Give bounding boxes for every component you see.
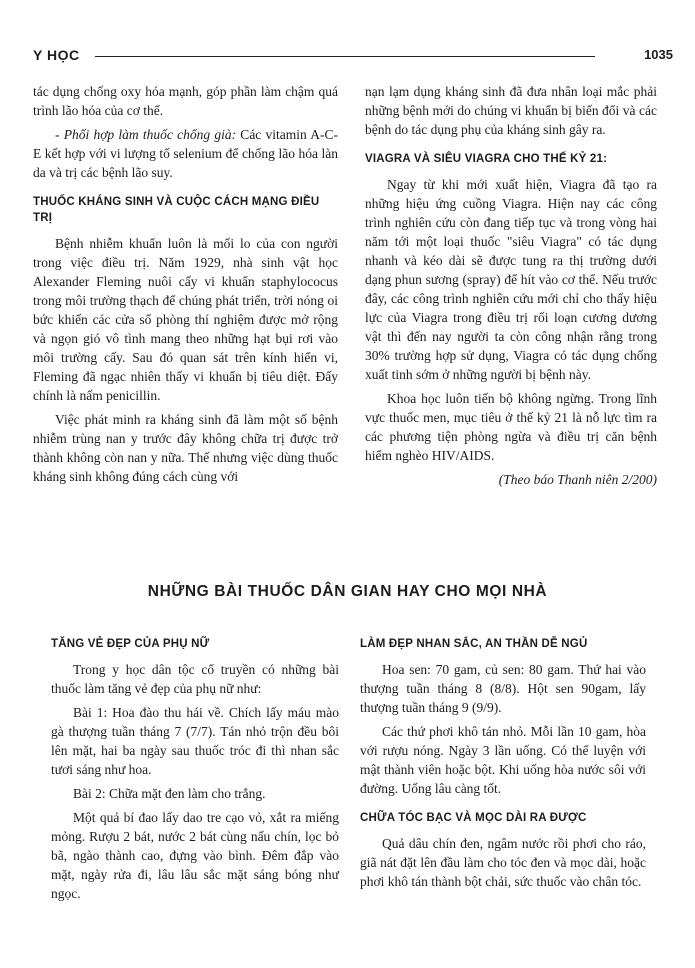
italic-lead: - Phối hợp làm thuốc chống già: bbox=[55, 127, 237, 142]
section-title: NHỮNG BÀI THUỐC DÂN GIAN HAY CHO MỌI NHÀ bbox=[147, 583, 548, 600]
right-column-bottom bbox=[360, 636, 646, 896]
paragraph-recipe-1: Bài 1: Hoa đào thu hái về. Chích lấy máu mào gà thượng tuần tháng 7 (7/7). Tán nhỏ trộn đều bôi lên mặt, hai ba ngày sau thuốc tróc đi thì nhan sắc tươi sáng như hoa. bbox=[51, 705, 339, 777]
heading-viagra: VIAGRA VÀ SIÊU VIAGRA CHO THẾ KỶ 21: bbox=[365, 153, 608, 165]
paragraph-lotus: Hoa sen: 70 gam, củ sen: 80 gam. Thứ hai vào thượng tuần tháng 8 (8/8). Hột sen 90gam, lấy thượng tuần tháng 9 (9/9). bbox=[360, 662, 646, 715]
right-column-top bbox=[365, 82, 657, 494]
left-column-top bbox=[33, 82, 338, 491]
paragraph-mulberry: Quả dâu chín đen, ngâm nước rồi phơi cho ráo, giã nát đặt lên đầu làm cho tóc đen và mọc dài, hoặc phơi khô tán thành bột chải, sức thuốc vào chân tóc. bbox=[360, 836, 646, 889]
paragraph-text: Các vitamin A-C-E kết hợp với vi lượng tố selenium để chống lão hóa làn da và trị các bệnh lão suy. bbox=[33, 127, 339, 180]
heading-gray-hair: CHỮA TÓC BẠC VÀ MỌC DÀI RA ĐƯỢC bbox=[360, 812, 587, 824]
heading-complexion-sleep: LÀM ĐẸP NHAN SẮC, AN THẦN DỄ NGỦ bbox=[360, 638, 588, 650]
paragraph-fleming: Bệnh nhiễm khuẩn luôn là mối lo của con người trong việc điều trị. Năm 1929, nhà sinh vật học Alexander Fleming nuôi cấy vi khuẩn staphylococus trong môi trường thạch để chúng phát triển, trời nóng oi bức khiến các cửa sổ phòng thí nghiệm được mở rộng và ngọn gió vô tình mang theo những hạt bụi rơi vào môi trường cấy. Sau đó quan sát trên kính hiển vi, Fleming đã ngạc nhiên thấy vi khuẩn bị tiêu diệt. Đấy chính là nấm penicillin. bbox=[33, 236, 338, 403]
heading-women-beauty: TĂNG VẺ ĐẸP CỦA PHỤ NỮ bbox=[51, 638, 210, 650]
paragraph-preparation: Các thứ phơi khô tán nhỏ. Mỗi lần 10 gam, hòa với rượu nóng. Ngày 3 lần uống. Có thể luyện với mật thành viên hoặc bột. Khi uống hòa nước sôi với đường. Uống lâu càng tốt. bbox=[360, 724, 646, 796]
paragraph-viagra: Ngay từ khi mới xuất hiện, Viagra đã tạo ra những hiệu ứng cuồng Viagra. Hiện nay các công trình nghiên cứu còn đang tiếp tục và trong vòng hai năm tới một loại thuốc "siêu Viagra" có tác dụng nhanh và kéo dài sẽ được tung ra thị trường dưới dạng phun sương (spray) để hít vào cơ thể. Nếu trước đây, các công trình nghiên cứu mới chỉ cho thấy hiệu lực của Viagra trong điều trị rối loạn cương dương vật thì đến nay người ta còn công nhận rằng trong 30% trường hợp sử dụng, Viagra có tác dụng chống xuất tinh sớm ở những người bị bệnh này. bbox=[365, 177, 657, 382]
running-header bbox=[33, 47, 673, 67]
page-number: 1035 bbox=[644, 47, 673, 62]
heading-antibiotics: THUỐC KHÁNG SINH VÀ CUỘC CÁCH MẠNG ĐIỀU TRỊ bbox=[33, 196, 320, 224]
paragraph-progress: Khoa học luôn tiến bộ không ngừng. Trong lĩnh vực thuốc men, mục tiêu ở thế kỷ 21 là nỗ lực tìm ra các phương tiện phòng ngừa và điều trị căn bệnh hiểm nghèo HIV/AIDS. bbox=[365, 391, 657, 463]
paragraph-anti-aging bbox=[33, 125, 338, 182]
paragraph-continued: nạn lạm dụng kháng sinh đã đưa nhân loại mắc phải những bệnh mới do chúng vi khuẩn bị biến đổi và các bệnh do tác dụng phụ của kháng sinh gây ra. bbox=[365, 84, 657, 137]
paragraph-antibiotic-invention: Việc phát minh ra kháng sinh đã làm một số bệnh nhiễm trùng nan y trước đây không chữa trị được trở thành không còn nan y nữa. Thế nhưng việc dùng thuốc kháng sinh không đúng cách cùng với bbox=[33, 412, 338, 484]
paragraph-recipe-2: Bài 2: Chữa mặt đen làm cho trắng. bbox=[73, 786, 266, 801]
paragraph-winter-melon: Một quả bí đao lấy dao tre cạo vỏ, xắt ra miếng mỏng. Rượu 2 bát, nước 2 bát cùng nấu chín, lọc bỏ bã, ngào thành cao, đựng vào bình. Đêm đắp vào mặt, ngày rửa đi, lâu lâu sắc mặt sáng bóng như ngọc. bbox=[51, 810, 339, 901]
paragraph-intro: Trong y học dân tộc cổ truyền có những bài thuốc làm tăng vẻ đẹp của phụ nữ như: bbox=[51, 662, 339, 696]
left-column-bottom bbox=[51, 636, 339, 908]
section-name: Y HỌC bbox=[33, 47, 80, 63]
header-rule bbox=[95, 56, 595, 57]
article-source: (Theo báo Thanh niên 2/200) bbox=[498, 472, 657, 487]
paragraph-continued: tác dụng chống oxy hóa mạnh, góp phần làm chậm quá trình lão hóa của cơ thể. bbox=[33, 84, 338, 118]
